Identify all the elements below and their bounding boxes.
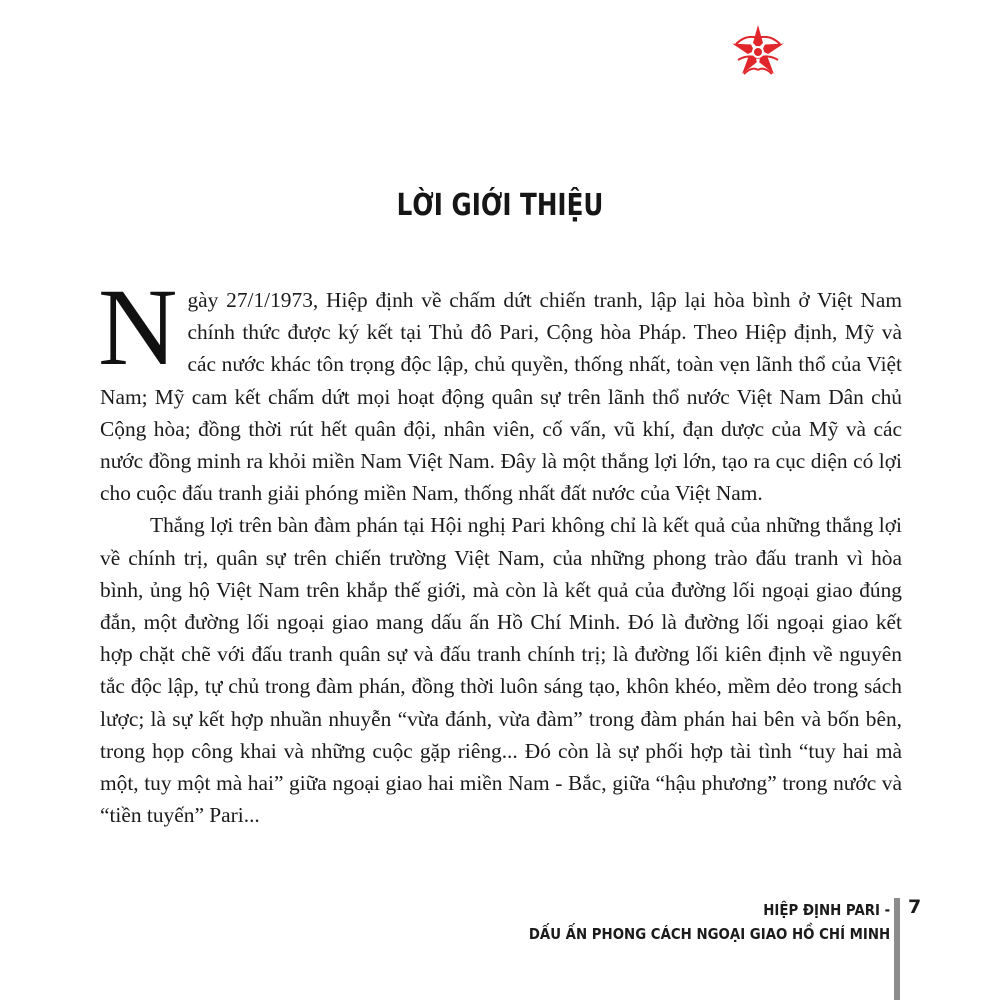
red-star-emblem-icon [728, 22, 788, 82]
drop-cap: N [98, 266, 178, 388]
page-title: LỜI GIỚI THIỆU [396, 188, 604, 223]
introduction-text [98, 266, 902, 831]
star-emblem-logo [728, 22, 788, 82]
paragraph-1-text: gày 27/1/1973, Hiệp định về chấm dứt chiến tranh, lập lại hòa bình ở Việt Nam chính thức được ký kết tại Thủ đô Pari, Cộng hòa Pháp. Theo Hiệp định, Mỹ và các nước khác tôn trọng độc lập, chủ quyền, thống nhất, toàn vẹn lãnh thổ của Việt Nam; Mỹ cam kết chấm dứt mọi hoạt động quân sự trên lãnh thổ nước Việt Nam Dân chủ Cộng hòa; đồng thời rút hết quân đội, nhân viên, cố vấn, vũ khí, đạn dược của Mỹ và các nước đồng minh ra khỏi miền Nam Việt Nam. Đây là một thắng lợi lớn, tạo ra cục diện có lợi cho cuộc đấu tranh giải phóng miền Nam, thống nhất đất nước của Việt Nam. [100, 288, 902, 506]
running-footer [529, 898, 890, 946]
page-number: 7 [908, 896, 922, 918]
paragraph-1 [98, 266, 902, 509]
footer-book-title-line2: DẤU ẤN PHONG CÁCH NGOẠI GIAO HỒ CHÍ MINH [528, 925, 890, 943]
page-edge-bar [894, 898, 900, 1000]
paragraph-2: Thắng lợi trên bàn đàm phán tại Hội nghị Pari không chỉ là kết quả của những thắng lợi về chính trị, quân sự trên chiến trường Việt Nam, của những phong trào đấu tranh vì hòa bình, ủng hộ Việt Nam trên khắp thế giới, mà còn là kết quả của đường lối ngoại giao đúng đắn, một đường lối ngoại giao mang dấu ấn Hồ Chí Minh. Đó là đường lối ngoại giao kết hợp chặt chẽ với đấu tranh quân sự và đấu tranh chính trị; là đường lối kiên định về nguyên tắc độc lập, tự chủ trong đàm phán, đồng thời luôn sáng tạo, khôn khéo, mềm dẻo trong sách lược; là sự kết hợp nhuần nhuyễn “vừa đánh, vừa đàm” trong đàm phán hai bên và bốn bên, trong họp công khai và những cuộc gặp riêng... Đó còn là sự phối hợp tài tình “tuy hai mà một, tuy một mà hai” giữa ngoại giao hai miền Nam - Bắc, giữa “hậu phương” trong nước và “tiền tuyến” Pari... [100, 513, 902, 828]
footer-book-title-line1: HIỆP ĐỊNH PARI - [763, 901, 890, 919]
